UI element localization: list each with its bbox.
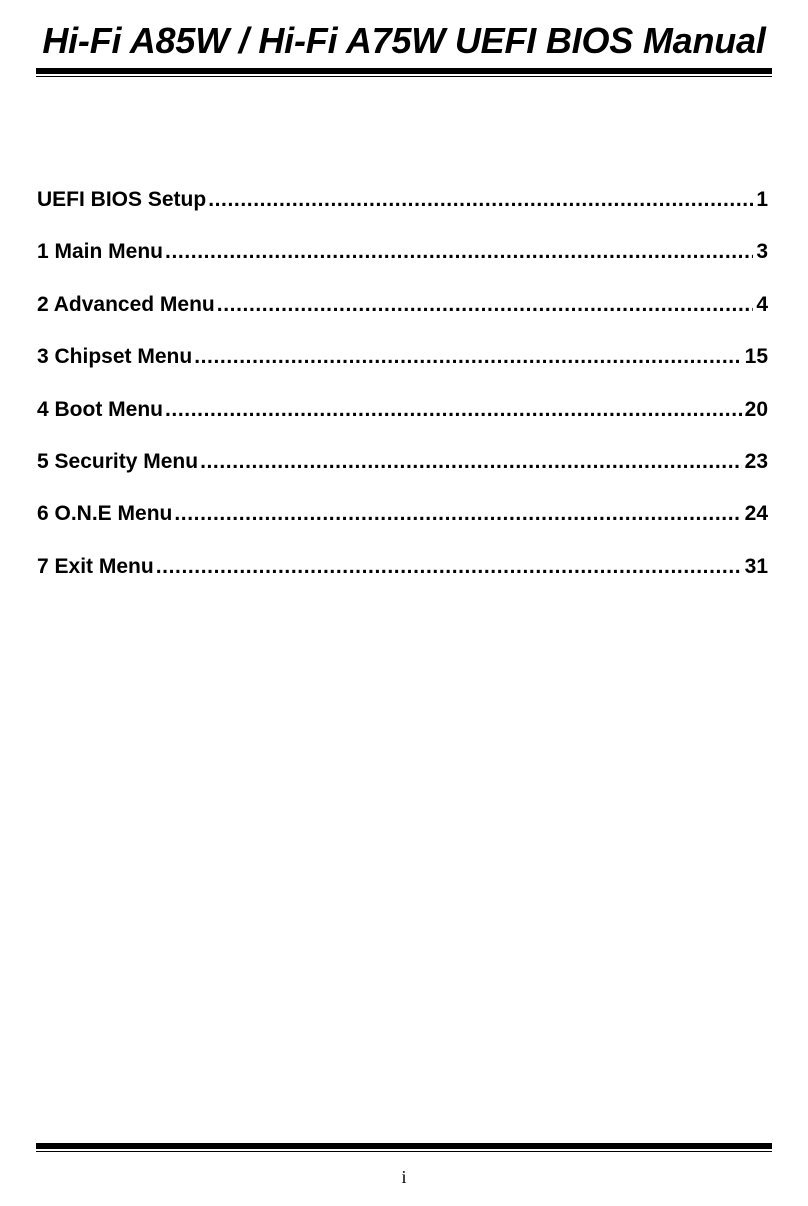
toc-entry-title: 3 Chipset Menu (37, 345, 193, 369)
toc-entry-boot-menu[interactable] (37, 391, 768, 443)
table-of-contents (37, 181, 768, 600)
header-rule-thin (36, 76, 772, 77)
toc-dot-leader (174, 495, 741, 533)
header-rules (36, 68, 772, 77)
footer-rule-thin (36, 1151, 772, 1152)
toc-entry-one-menu[interactable] (37, 495, 768, 547)
header-rule-thick (36, 68, 772, 74)
document-title: Hi-Fi A85W / Hi-Fi A75W UEFI BIOS Manual (42, 20, 766, 61)
toc-entry-chipset-menu[interactable] (37, 338, 768, 390)
toc-entry-page: 1 (756, 188, 768, 211)
toc-dot-leader (156, 548, 742, 586)
toc-entry-main-menu[interactable] (37, 233, 768, 285)
toc-entry-uefi-bios-setup[interactable] (37, 181, 768, 233)
footer-rule-thick (36, 1143, 772, 1149)
page-footer (36, 1143, 772, 1188)
toc-dot-leader (165, 391, 742, 429)
toc-entry-title: 7 Exit Menu (37, 554, 154, 578)
page-header (36, 16, 772, 77)
page-number: i (401, 1167, 407, 1187)
toc-entry-page: 15 (744, 345, 768, 369)
toc-entry-exit-menu[interactable] (37, 548, 768, 600)
toc-dot-leader (200, 443, 742, 481)
toc-entry-title: UEFI BIOS Setup (37, 188, 207, 211)
toc-entry-title: 2 Advanced Menu (37, 292, 215, 316)
toc-entry-page: 3 (756, 240, 768, 264)
toc-dot-leader (208, 181, 753, 219)
toc-entry-advanced-menu[interactable] (37, 286, 768, 338)
toc-dot-leader (194, 338, 741, 376)
toc-entry-page: 31 (744, 554, 768, 578)
toc-entry-title: 4 Boot Menu (37, 397, 163, 421)
toc-entry-title: 5 Security Menu (37, 449, 199, 473)
toc-dot-leader (165, 233, 753, 271)
toc-entry-page: 4 (756, 292, 768, 316)
toc-entry-title: 1 Main Menu (37, 240, 164, 264)
toc-entry-page: 23 (744, 449, 768, 473)
toc-entry-security-menu[interactable] (37, 443, 768, 495)
toc-entry-title: 6 O.N.E Menu (37, 502, 173, 526)
toc-entry-page: 20 (744, 397, 768, 421)
toc-entry-page: 24 (744, 502, 768, 526)
toc-dot-leader (217, 286, 754, 324)
